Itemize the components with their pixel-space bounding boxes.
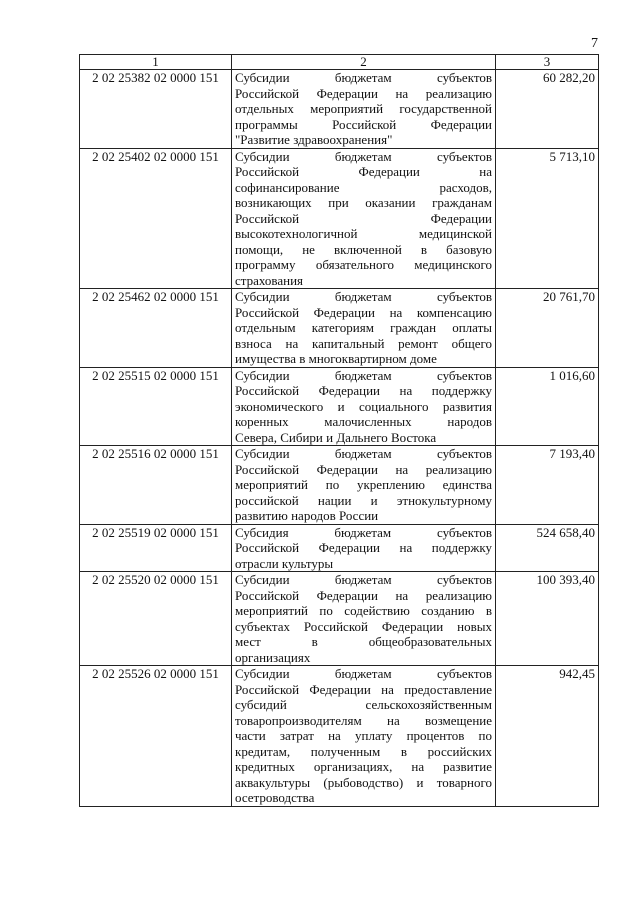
description-line: Российской Федерации на поддержку [235, 383, 492, 398]
description-line: Субсидия бюджетам субъектов [235, 524, 492, 540]
description-line: субъектах Российской Федерации новых [235, 618, 492, 634]
description-cell [232, 446, 496, 525]
description-line: помощи, не включенной в базовую [235, 241, 492, 257]
table-row [80, 524, 599, 572]
description-line: Российской Федерации на [235, 164, 492, 179]
description-line: мест в общеобразовательных [235, 634, 492, 649]
amount-cell: 1 016,60 [496, 367, 599, 446]
description-line: организациях [235, 649, 311, 665]
table-row [80, 446, 599, 525]
description-line: возникающих при оказании гражданам [235, 195, 492, 210]
description-line: части затрат на уплату процентов по [235, 728, 492, 743]
table-row [80, 367, 599, 446]
description-line: экономического и социального развития [235, 398, 492, 414]
description-cell [232, 367, 496, 446]
description-cell [232, 70, 496, 149]
description-line: отдельным категориям граждан оплаты [235, 320, 492, 335]
amount-cell: 20 761,70 [496, 289, 599, 368]
description-line: Субсидии бюджетам субъектов [235, 666, 492, 681]
description-cell [232, 572, 496, 666]
header-row [80, 55, 599, 70]
column-header-code: 1 [80, 55, 232, 70]
amount-cell: 60 282,20 [496, 70, 599, 149]
description-line: Российской Федерации на поддержку [235, 540, 492, 555]
description-line: Российской Федерации на компенсацию [235, 304, 492, 320]
description-line: Российской Федерации на реализацию [235, 85, 492, 101]
amount-cell: 100 393,40 [496, 572, 599, 666]
description-line: имущества в многоквартирном доме [235, 351, 437, 366]
column-header-description: 2 [232, 55, 496, 70]
budget-code-cell: 2 02 25516 02 0000 151 [80, 446, 232, 525]
budget-code-cell: 2 02 25462 02 0000 151 [80, 289, 232, 368]
description-line: отдельных мероприятий государственной [235, 101, 492, 116]
table-row [80, 148, 599, 289]
description-line: развитию народов России [235, 508, 379, 523]
description-line: субсидий сельскохозяйственным [235, 697, 492, 712]
description-line: отрасли культуры [235, 555, 334, 571]
description-line: взноса на капитальный ремонт общего [235, 335, 492, 351]
description-line: мероприятий по укреплению единства [235, 477, 492, 492]
budget-code-cell: 2 02 25526 02 0000 151 [80, 666, 232, 807]
description-cell [232, 524, 496, 572]
description-line: товаропроизводителям на возмещение [235, 712, 492, 728]
description-line: Российской Федерации на предоставление [235, 681, 492, 697]
column-header-amount: 3 [496, 55, 599, 70]
description-line: софинансирование расходов, [235, 179, 492, 195]
table-row [80, 289, 599, 368]
budget-code-cell: 2 02 25382 02 0000 151 [80, 70, 232, 149]
description-line: Субсидии бюджетам субъектов [235, 446, 492, 461]
description-line: Российской Федерации на реализацию [235, 587, 492, 603]
budget-code-cell: 2 02 25515 02 0000 151 [80, 367, 232, 446]
description-line: Российской Федерации на реализацию [235, 461, 492, 477]
amount-cell: 7 193,40 [496, 446, 599, 525]
page-number: 7 [591, 36, 598, 51]
budget-code-cell: 2 02 25520 02 0000 151 [80, 572, 232, 666]
description-line: мероприятий по содействию созданию в [235, 603, 492, 618]
amount-cell: 524 658,40 [496, 524, 599, 572]
description-cell [232, 289, 496, 368]
table-row [80, 572, 599, 666]
description-line: Севера, Сибири и Дальнего Востока [235, 429, 437, 445]
description-cell [232, 666, 496, 807]
budget-code-cell: 2 02 25519 02 0000 151 [80, 524, 232, 572]
description-line: программы Российской Федерации [235, 116, 492, 132]
table-row [80, 70, 599, 149]
description-line: Субсидии бюджетам субъектов [235, 289, 492, 304]
budget-code-cell: 2 02 25402 02 0000 151 [80, 148, 232, 289]
description-line: Субсидии бюджетам субъектов [235, 572, 492, 587]
description-line: Субсидии бюджетам субъектов [235, 148, 492, 164]
budget-table [79, 54, 599, 807]
amount-cell: 5 713,10 [496, 148, 599, 289]
description-line: программу обязательного медицинского [235, 257, 492, 272]
description-line: российской нации и этнокультурному [235, 492, 492, 508]
description-line: высокотехнологичной медицинской [235, 226, 492, 241]
description-line: страхования [235, 272, 304, 288]
description-line: Субсидии бюджетам субъектов [235, 367, 492, 383]
description-line: "Развитие здравоохранения" [235, 132, 393, 147]
description-line: Российской Федерации [235, 210, 492, 226]
description-line: Субсидии бюджетам субъектов [235, 70, 492, 85]
description-line: кредитам, полученным в российских [235, 743, 492, 759]
description-line: аквакультуры (рыбоводство) и товарного [235, 774, 492, 790]
description-line: осетроводства [235, 790, 315, 805]
description-cell [232, 148, 496, 289]
table-row [80, 666, 599, 807]
amount-cell: 942,45 [496, 666, 599, 807]
description-line: кредитных организациях, на развитие [235, 759, 492, 774]
description-line: коренных малочисленных народов [235, 414, 492, 429]
